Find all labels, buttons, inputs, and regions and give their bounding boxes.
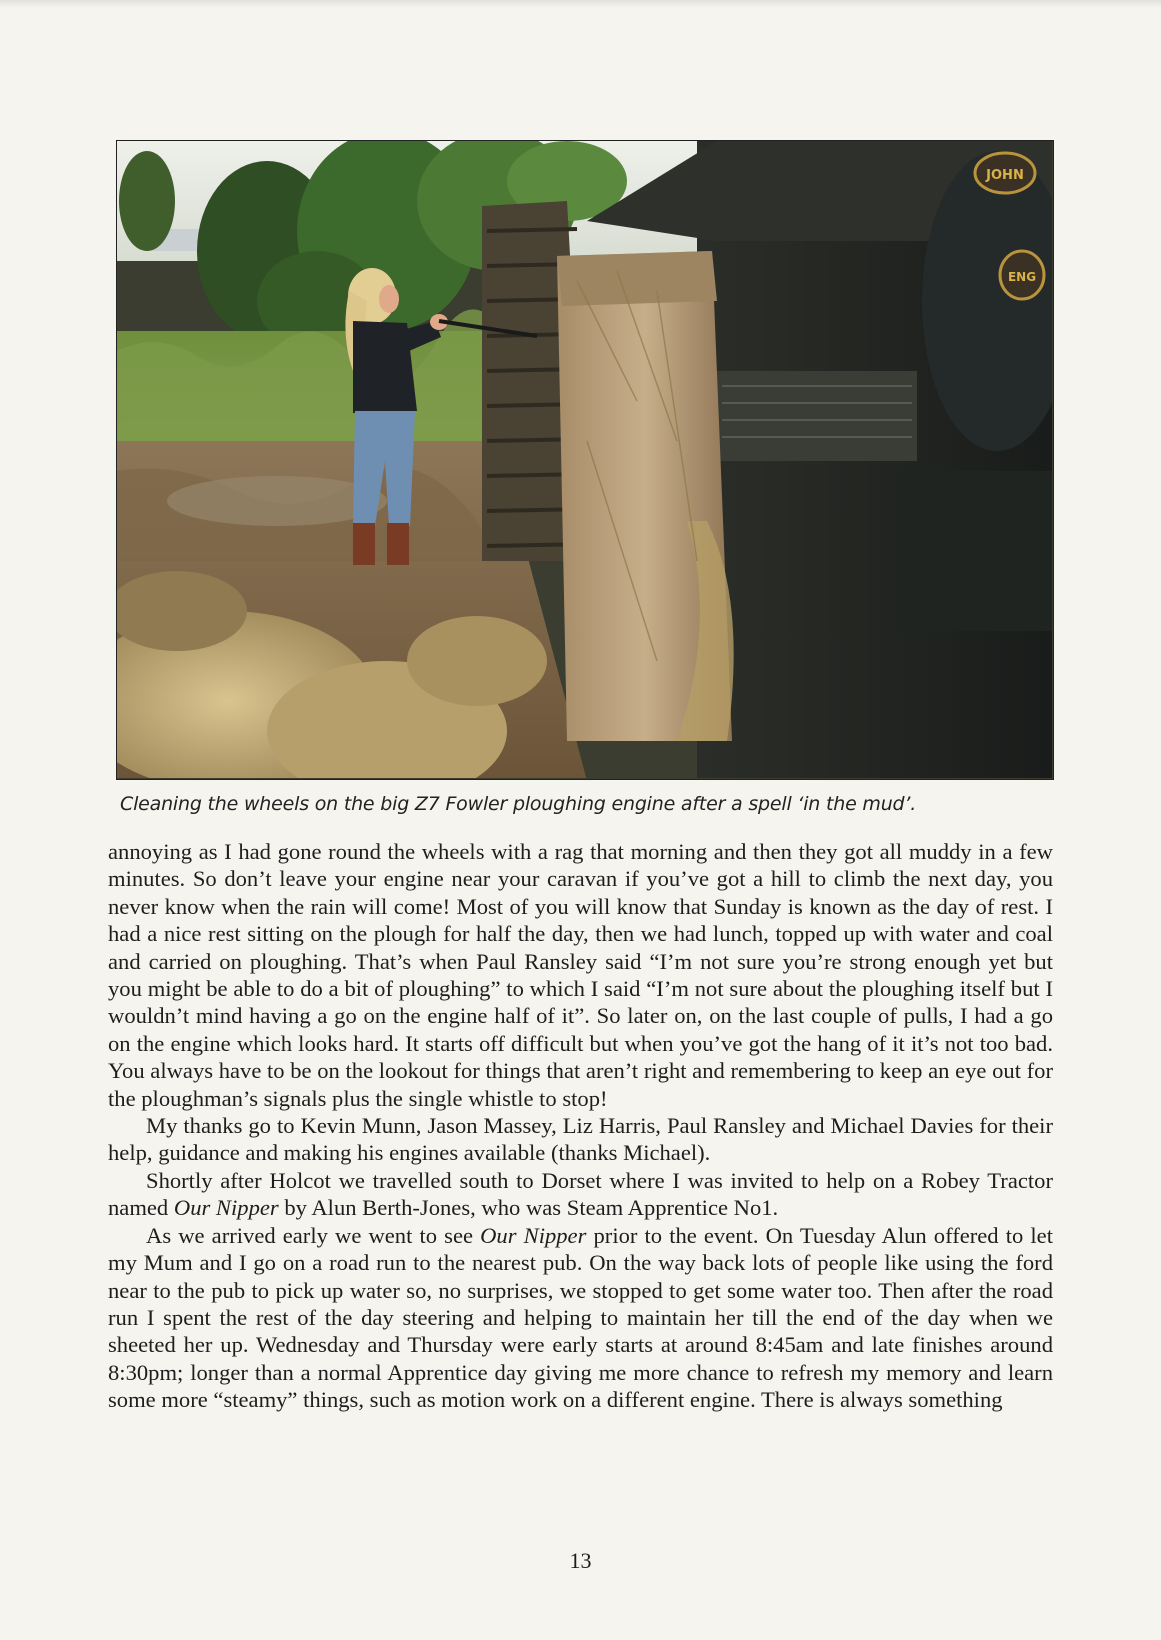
badge-1	[975, 153, 1035, 193]
paragraph-1: annoying as I had gone round the wheels with a rag that morning and then they got all muddy in a few minutes. So don’t leave your engine near your caravan if you’ve got a hill to climb the next day, you never know when the rain will come! Most of you will know that Sunday is known as the day of rest. I had a nice rest sitting on the plough for half the day, then we had lunch, topped up with water and coal and carried on ploughing. That’s when Paul Ransley said “I’m not sure you’re strong enough yet but you might be able to do a bit of ploughing” to which I said “I’m not sure about the ploughing itself but I wouldn’t mind having a go on the engine half of it”. So later on, on the last couple of pulls, I had a go on the engine which looks hard. It starts off difficult but when you’ve got the hang of it it’s not too bad. You always have to be on the lookout for things that aren’t right and remembering to keep an eye out for the ploughman’s signals plus the single whistle to stop!	[108, 839, 1053, 1111]
paragraph-2: My thanks go to Kevin Munn, Jason Massey, Liz Harris, Paul Ransley and Michael Davies for their help, guidance and making his engines available (thanks Michael).	[108, 1113, 1053, 1166]
page-edge	[0, 0, 1161, 8]
engine-name-our-nipper: Our Nipper	[173, 1195, 279, 1221]
svg-text:JOHN: JOHN	[986, 168, 1024, 183]
photo-caption: Cleaning the wheels on the big Z7 Fowler ploughing engine after a spell ‘in the mud’.	[120, 793, 917, 815]
photo-illustration	[117, 141, 1052, 778]
paragraph-4-text-b: prior to the event. On Tuesday Alun offered to let my Mum and I go on a road run to the nearest pub. On the way back lots of people like using the ford near to the pub to pick up water so, no surprises, we stopped to get some water too. Then after the road run I spent the rest of the day steering and helping to maintain her till the end of the day when we sheeted her up. Wednesday and Thursday were early starts at around 8:45am and late finishes around 8:30pm; longer than a normal Apprentice day giving me more chance to refresh my memory and learn some more “steamy” things, such as motion work on a different engine. There is always something	[108, 1222, 1053, 1413]
svg-text:ENG: ENG	[1007, 270, 1037, 284]
paragraph-4-text-a: As we arrived early we went to see	[146, 1222, 481, 1248]
paragraph-3-text-a: Shortly after Holcot we travelled south to Dorset where I was invited to help on a Robey Tractor named	[108, 1167, 1053, 1221]
paragraph-3	[108, 1167, 1053, 1222]
paragraph-4	[108, 1222, 1053, 1414]
photo	[116, 140, 1054, 780]
paragraph-3-text-b: by Alun Berth-Jones, who was Steam Apprentice No1.	[278, 1195, 779, 1221]
page-number: 13	[569, 1548, 592, 1573]
engine-name-our-nipper-2: Our Nipper	[480, 1222, 587, 1248]
badge-2	[1000, 251, 1044, 299]
article-body	[108, 838, 1053, 1414]
